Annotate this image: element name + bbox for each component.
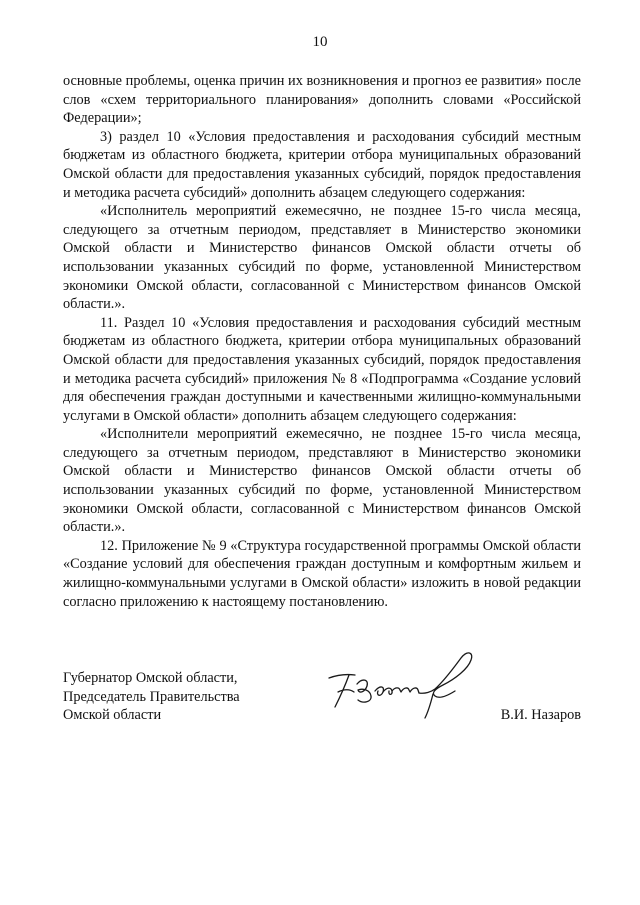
page-number: 10 [312, 34, 328, 50]
paragraph: 11. Раздел 10 «Условия предоставления и расходования субсидий местным бюджетам из областного бюджета, критерии отбора муниципальных образований Омской области для предоставления указанных субсидий, порядок предоставления и методика расчета субсидий» приложения № 8 «Подпрограмма «Создание условий для обеспечения граждан доступными и качественными жилищно-коммунальными услугами в Омской области» дополнить абзацем следующего содержания: [63, 314, 581, 424]
signatory-title-line: Председатель Правительства [63, 688, 240, 705]
signatory-title-line: Омской области [63, 707, 162, 724]
paragraph: основные проблемы, оценка причин их возникновения и прогноз ее развития» после слов «схем территориального планирования» дополнить словами «Российской Федерации»; [63, 73, 581, 127]
paragraph: «Исполнители мероприятий ежемесячно, не позднее 15-го числа месяца, следующего за отчетным периодом, представляют в Министерство экономики Омской области и Министерство финансов Омской области отчеты об использовании указанных субсидий по форме, установленной Министерством экономики Омской области, согласованной с Министерством финансов Омской области.». [63, 426, 581, 536]
signature-stroke [329, 675, 355, 678]
signatory-title [63, 669, 240, 725]
paragraph: «Исполнитель мероприятий ежемесячно, не позднее 15-го числа месяца, следующего за отчетным периодом, представляет в Министерство экономики Омской области и Министерство финансов Омской области отчеты об использовании указанных субсидий по форме, установленной Министерством экономики Омской области, согласованной с Министерством финансов Омской области.». [63, 203, 581, 313]
signature-stroke [338, 690, 354, 692]
document-body [63, 72, 581, 611]
signature-stroke [383, 688, 392, 694]
paragraph: 3) раздел 10 «Условия предоставления и расходования субсидий местным бюджетам из областного бюджета, критерии отбора муниципальных образований Омской области для предоставления указанных субсидий, порядок предоставления и методика расчета субсидий» дополнить абзацем следующего содержания: [63, 128, 581, 201]
signature-stroke [419, 653, 472, 697]
signature-stroke [357, 680, 371, 702]
signature-stroke [375, 687, 383, 695]
signature-stroke [392, 688, 419, 693]
signatory-title-line: Губернатор Омской области, [63, 670, 238, 686]
paragraph: 12. Приложение № 9 «Структура государственной программы Омской области «Создание условий для обеспечения граждан доступным и комфортным жильем и жилищно-коммунальными услугами в Омской области» изложить в новой редакции согласно приложению к настоящему постановлению. [63, 537, 581, 610]
signatory-name: В.И. Назаров [500, 707, 581, 723]
handwritten-signature [321, 644, 481, 724]
signature-stroke [425, 694, 433, 718]
